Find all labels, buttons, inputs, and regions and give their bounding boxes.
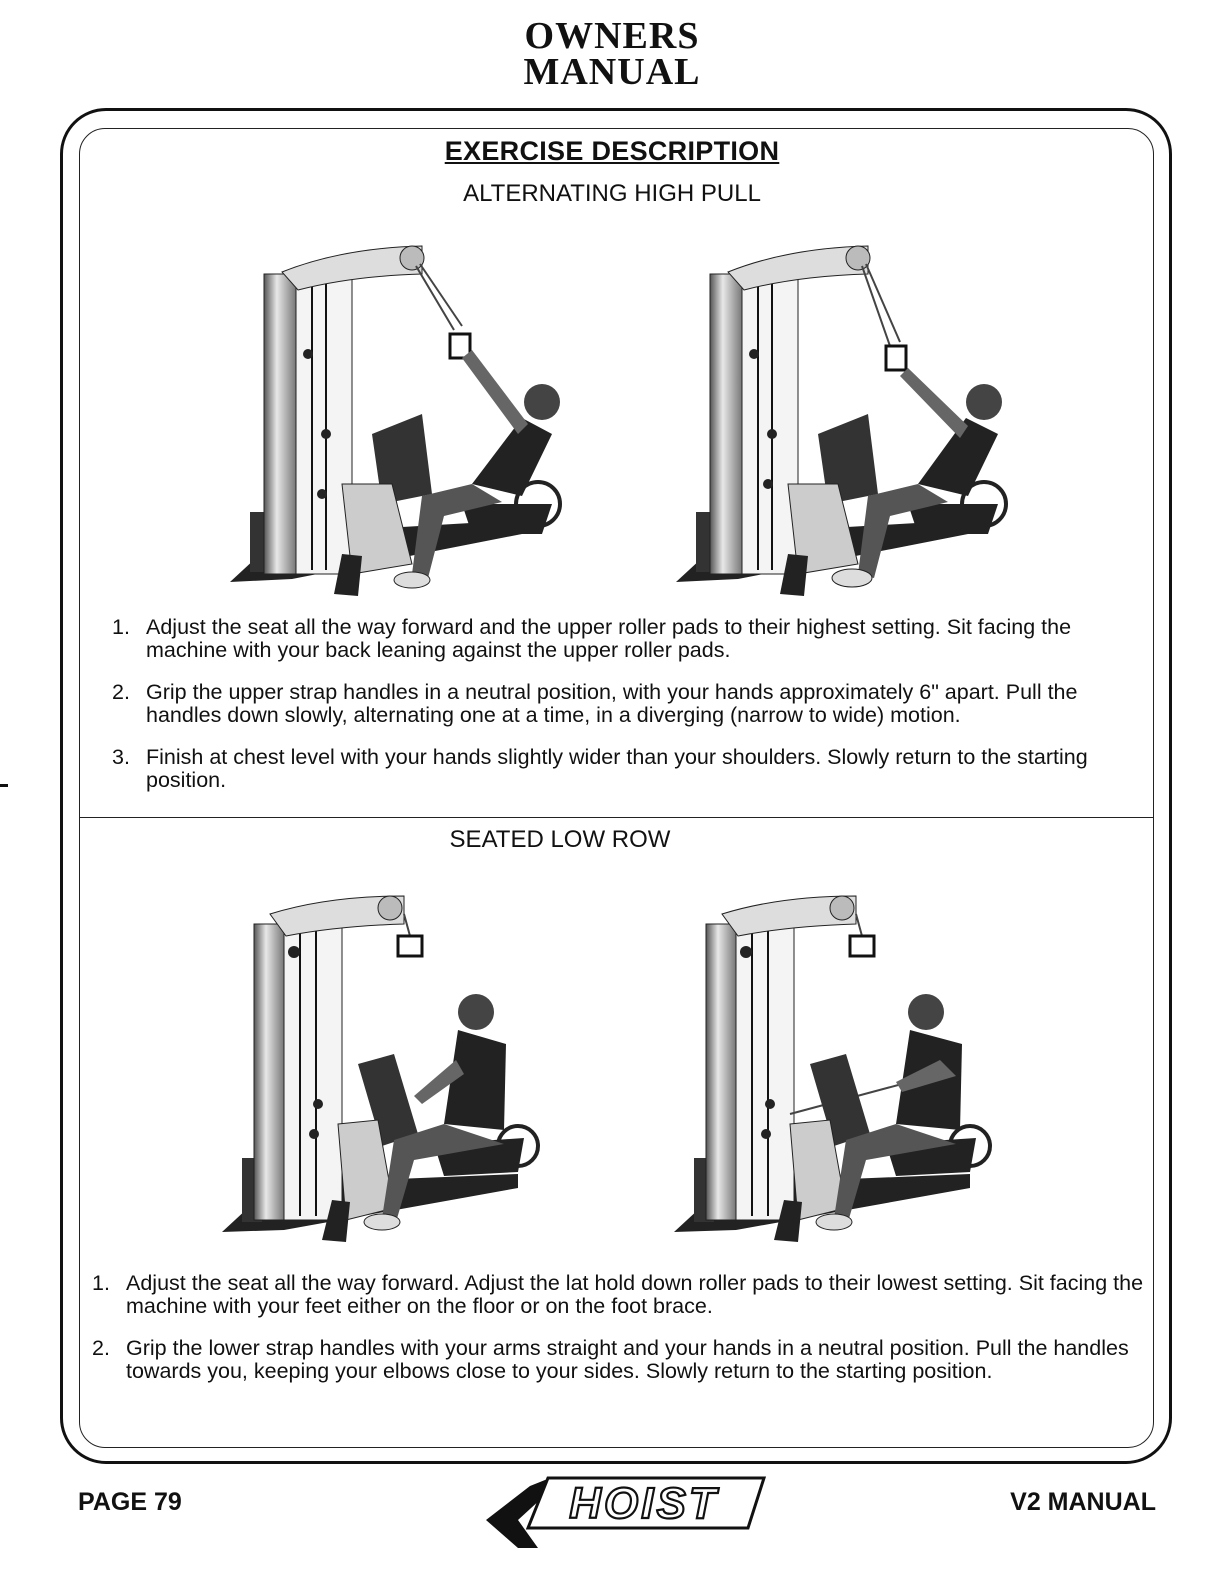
section-divider [79,817,1154,818]
manual-label: V2 MANUAL [1010,1488,1156,1516]
title-line-2: MANUAL [523,51,701,93]
low-row-finish-illustration [670,884,1010,1244]
step-number: 1. [112,615,130,639]
step-text: Adjust the seat all the way forward and the upper roller pads to their highest setting. Sit facing the machine with your back leaning against the upper roller pads. [146,615,1072,662]
title-line-1: OWNERS [524,15,700,57]
exercise-1-title: ALTERNATING HIGH PULL [463,180,761,207]
step-text: Finish at chest level with your hands slightly wider than your shoulders. Slowly return to the starting position. [146,745,1088,792]
list-item [92,1337,1146,1383]
section-heading: EXERCISE DESCRIPTION [444,136,780,166]
hoist-logo [478,1468,768,1552]
page-number: PAGE 79 [78,1488,182,1516]
step-number: 2. [92,1336,110,1360]
exercise-2-title: SEATED LOW ROW [449,826,671,853]
step-text: Grip the upper strap handles in a neutral position, with your hands approximately 6" apart. Pull the handles down slowly, alternating one at a time, in a diverging (narrow to wide) motion. [146,680,1078,727]
logo-text: HOIST [569,1479,719,1528]
margin-mark [0,784,8,787]
step-number: 3. [112,745,130,769]
list-item [112,616,1142,662]
list-item [112,746,1142,792]
high-pull-finish-illustration [668,234,1018,604]
step-number: 2. [112,680,130,704]
high-pull-start-illustration [222,234,572,604]
list-item [92,1272,1146,1318]
low-row-start-illustration [218,884,558,1244]
list-item [112,681,1142,727]
low-row-steps [92,1272,1146,1402]
step-number: 1. [92,1271,110,1295]
step-text: Grip the lower strap handles with your arms straight and your hands in a neutral position. Pull the handles towards you, keeping your elbows close to your sides. Slowly return to the starting position. [126,1336,1129,1383]
high-pull-steps [112,616,1142,811]
step-text: Adjust the seat all the way forward. Adjust the lat hold down roller pads to their lowest setting. Sit facing the machine with your feet either on the floor or on the foot brace. [126,1271,1144,1318]
document-title [0,15,1224,93]
